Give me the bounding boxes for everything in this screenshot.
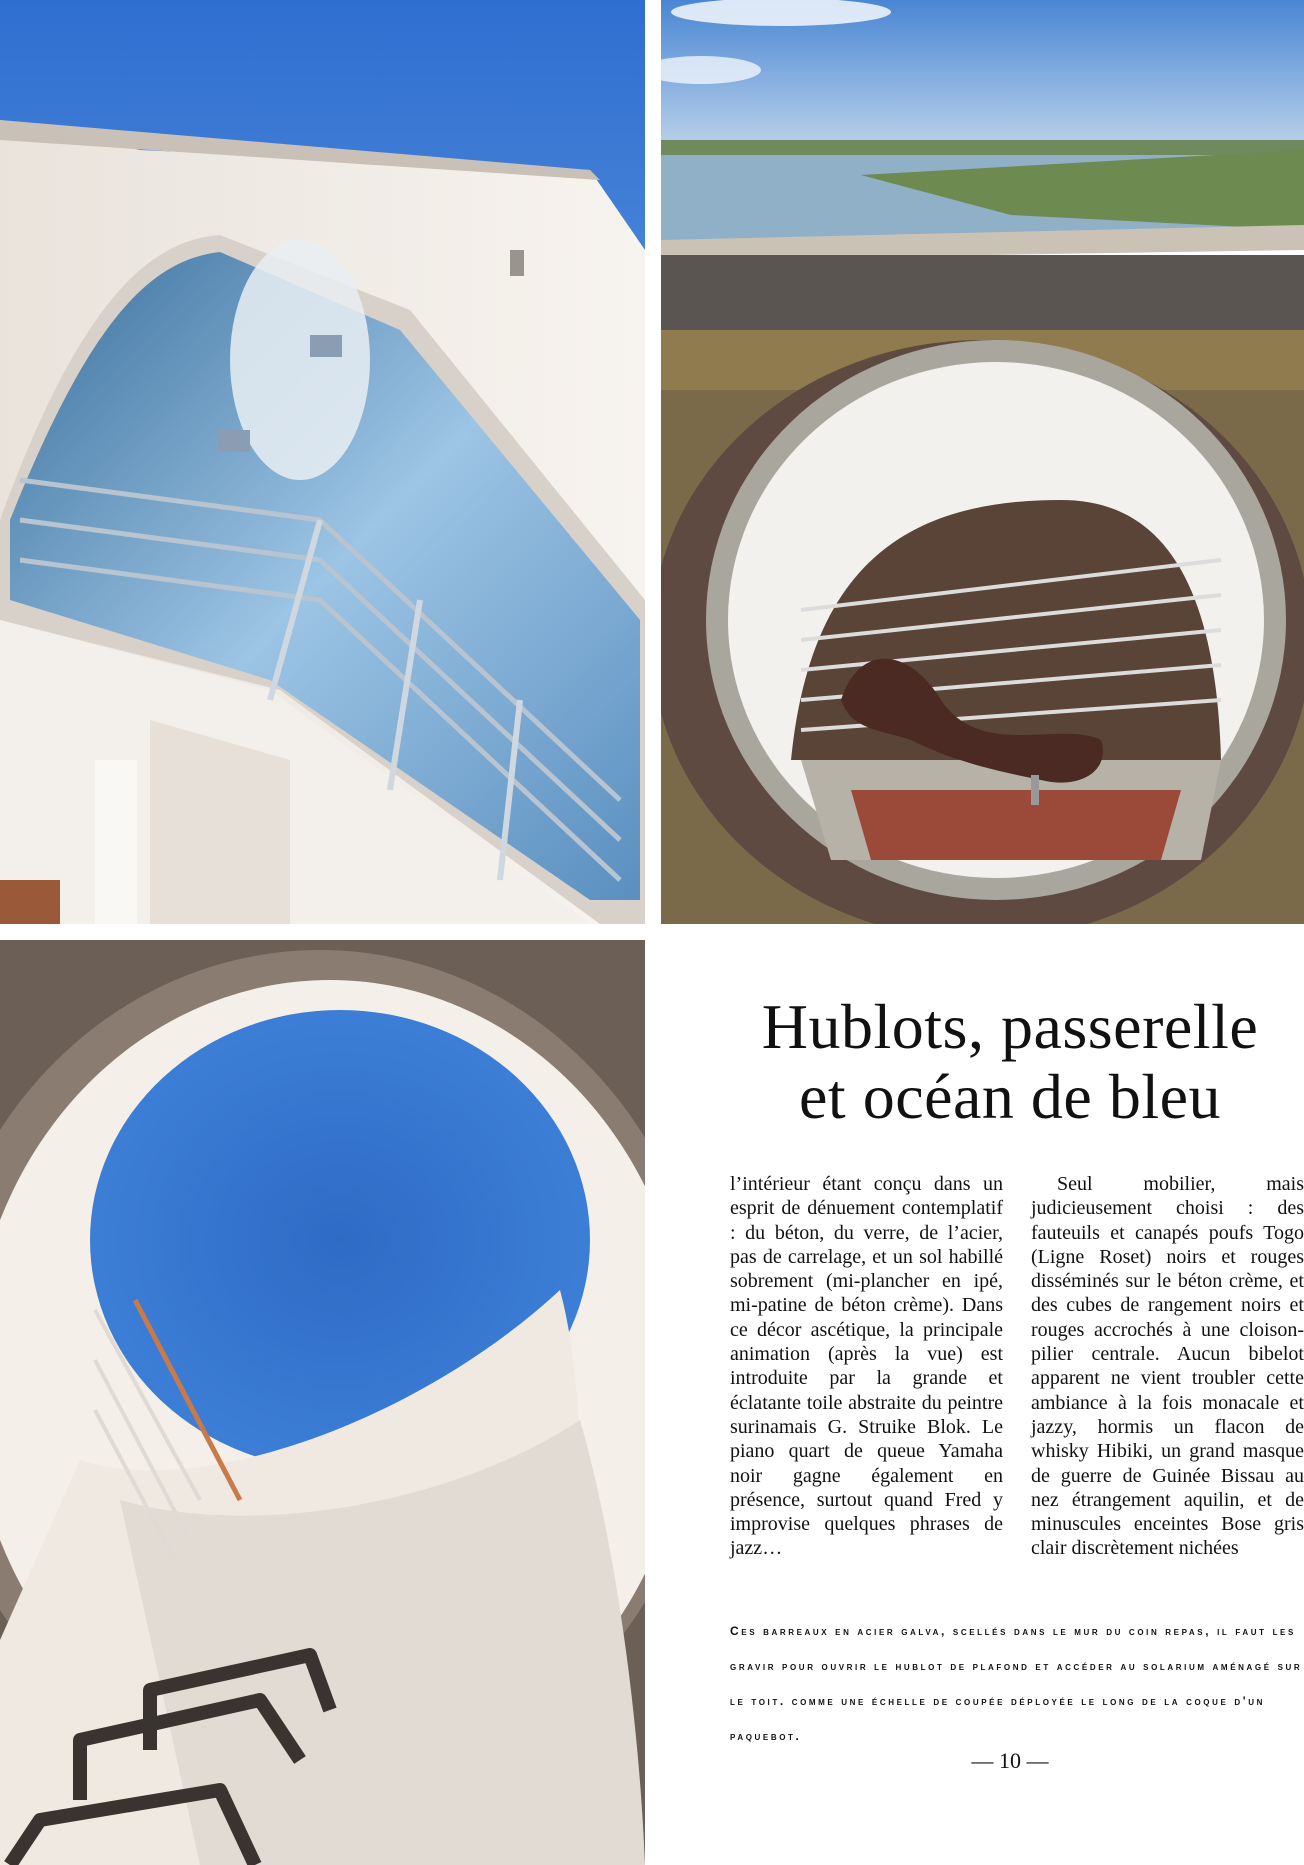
title-line-2: et océan de bleu	[799, 1061, 1221, 1132]
page-number: — 10 —	[971, 1748, 1049, 1773]
body-column-left: l’intérieur étant conçu dans un esprit de dénuement contemplatif : du béton, du verre, de l’acier, pas de carrelage, et un sol habillé sobrement (mi-plancher en ipé, mi-patine de béton crème). Dans ce décor ascétique, la principale animation (après la vue) est introduite par la grande et éclatante toile abstraite du peintre surinamais G. Struike Blok. Le piano quart de queue Yamaha noir gagne également en présence, surtout quand Fred y improvise quelques phrases de jazz…	[730, 1173, 1003, 1560]
article-title	[700, 992, 1304, 1132]
photo-house-facade	[0, 0, 645, 924]
title-line-1: Hublots, passerelle	[761, 991, 1259, 1062]
body-column-right: Seul mobilier, mais judicieusement choisi : des fauteuils et canapés poufs Togo (Ligne Roset) noirs et rouges disséminés sur le béton crème, et des cubes de rangement noirs et rouges accrochés à une cloison-pilier centrale. Aucun bibelot apparent ne vient troubler cette ambiance à la fois monacale et jazzy, hormis un flacon de whisky Hibiki, un grand masque de guerre de Guinée Bissau au nez étrangement aquilin, et de minuscules enceintes Bose gris clair discrètement nichées	[1031, 1173, 1304, 1560]
photo-ceiling-porthole	[0, 940, 645, 1865]
photo-caption: Ces barreaux en acier galva, scellés dans le mur du coin repas, il faut les gravir pour ouvrir le hublot de plafond et accéder au solarium aménagé sur le toit. comme une échelle de coupée déployée le long de la coque d'un paquebot.	[730, 1624, 1303, 1743]
photo-roof-opening	[661, 0, 1304, 924]
